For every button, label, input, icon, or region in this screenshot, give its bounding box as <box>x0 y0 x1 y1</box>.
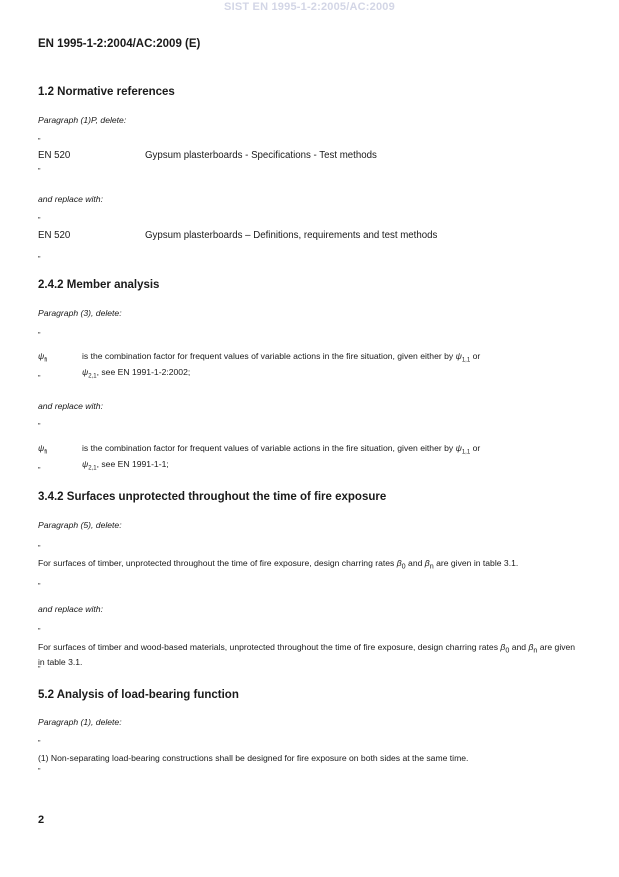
reference-code-old: EN 520 <box>38 150 71 161</box>
heading-load-bearing: 5.2 Analysis of load-bearing function <box>38 689 239 701</box>
replace-instruction-3-4-2: and replace with: <box>38 604 103 614</box>
watermark: SIST EN 1995-1-2:2005/AC:2009 <box>224 1 395 13</box>
close-quote: " <box>38 256 41 263</box>
close-quote: " <box>38 666 41 673</box>
open-quote: " <box>38 217 41 224</box>
paragraph-charring-new: For surfaces of timber and wood-based materials, unprotected throughout the time of fire exposure, design charring rates $\beta_0$ and $\beta_n$ are given in table 3.1. <box>38 642 576 667</box>
heading-member-analysis: 2.4.2 Member analysis <box>38 279 160 291</box>
instruction-1-2: Paragraph (1)P, delete: <box>38 115 127 125</box>
close-quote: " <box>38 467 41 474</box>
open-quote: " <box>38 332 41 339</box>
definition-psi-fi-old: is the combination factor for frequent values of variable actions in the fire situation, given either by $\psi_{1,1}$ or $\psi_{2,1}$, see EN 1991-1-2:2002; <box>82 351 481 380</box>
close-quote: " <box>38 168 41 175</box>
replace-instruction-2-4-2: and replace with: <box>38 401 103 411</box>
open-quote: " <box>38 740 41 747</box>
definition-psi-fi-new: is the combination factor for frequent values of variable actions in the fire situation, given either by $\psi_{1,1}$ or $\psi_{2,1}$, see EN 1991-1-1; <box>82 443 481 472</box>
instruction-3-4-2: Paragraph (5), delete: <box>38 520 122 530</box>
replace-instruction-1-2: and replace with: <box>38 194 103 204</box>
close-quote: " <box>38 768 41 775</box>
document-title: EN 1995-1-2:2004/AC:2009 (E) <box>38 38 201 50</box>
page-number: 2 <box>38 814 45 826</box>
open-quote: " <box>38 628 41 635</box>
heading-normative-references: 1.2 Normative references <box>38 86 175 98</box>
paragraph-charring-old: For surfaces of timber, unprotected throughout the time of fire exposure, design charring rates $\beta_0$ and $\beta_n$ are given in table 3.1. <box>38 558 519 571</box>
paragraph-load-bearing: (1) Non-separating load-bearing constructions shall be designed for fire exposure on both sides at the same time. <box>38 753 469 763</box>
reference-desc-old: Gypsum plasterboards - Specifications - Test methods <box>145 150 377 161</box>
close-quote: " <box>38 583 41 590</box>
open-quote: " <box>38 545 41 552</box>
instruction-2-4-2: Paragraph (3), delete: <box>38 308 122 318</box>
reference-code-new: EN 520 <box>38 230 71 241</box>
symbol-psi-fi: $\psi_{fi}$ <box>38 351 48 364</box>
heading-surfaces-unprotected: 3.4.2 Surfaces unprotected throughout the time of fire exposure <box>38 491 387 503</box>
open-quote: " <box>38 138 41 145</box>
close-quote: " <box>38 375 41 382</box>
open-quote: " <box>38 423 41 430</box>
reference-desc-new: Gypsum plasterboards – Definitions, requirements and test methods <box>145 230 438 241</box>
instruction-5-2: Paragraph (1), delete: <box>38 717 122 727</box>
symbol-psi-fi: $\psi_{fi}$ <box>38 443 48 456</box>
